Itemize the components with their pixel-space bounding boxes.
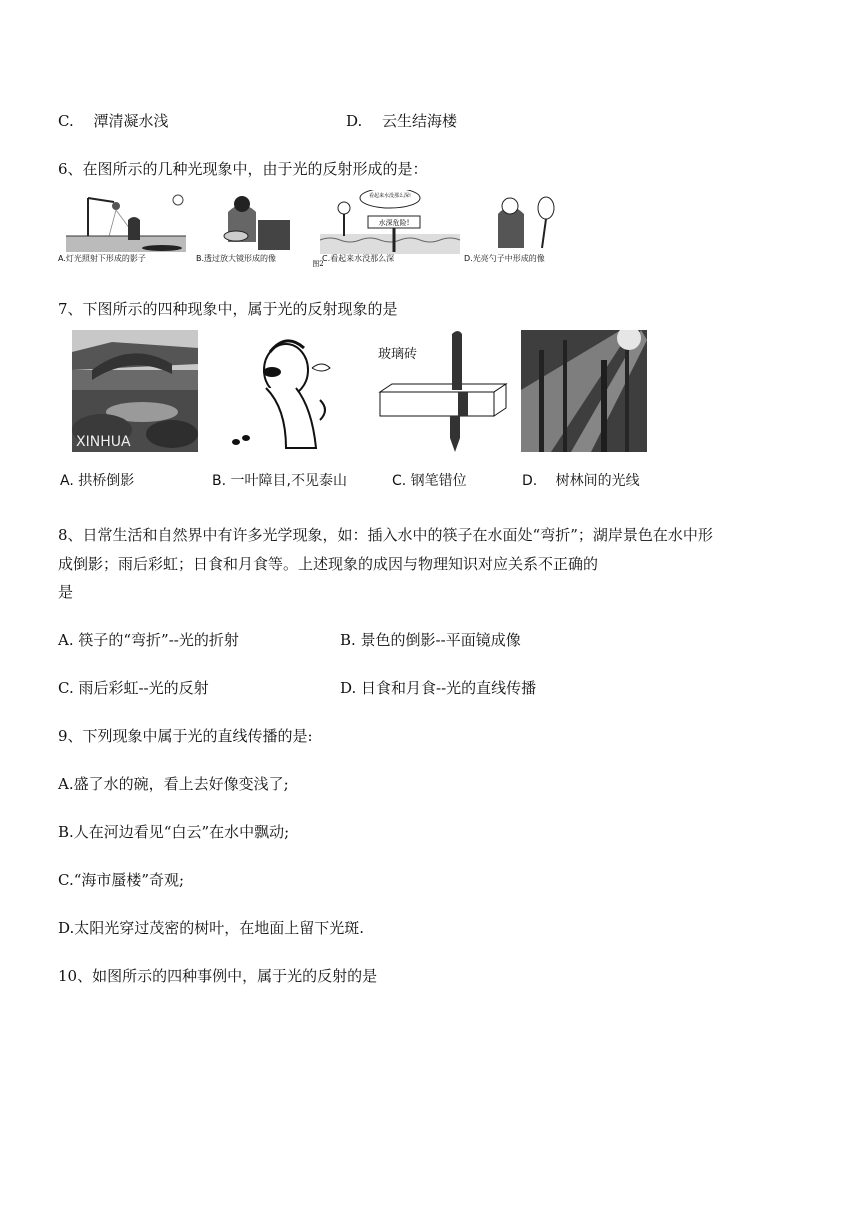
q7-caption-a: A. 拱桥倒影 [60, 473, 135, 489]
q6-fig-d-spoon [498, 197, 554, 248]
q10-question: 10、如图所示的四种事例中，属于光的反射的是 [58, 967, 378, 985]
q7-watermark: XINHUA [76, 434, 131, 450]
q6-caption-c: C.看起来水没那么深 [322, 254, 395, 263]
q8-question-line2: 成倒影；雨后彩虹；日食和月食等。上述现象的成因与物理知识对应关系不正确的 [58, 555, 599, 573]
q8-question-line1: 8、日常生活和自然界中有许多光学现象，如：插入水中的筷子在水面处“弯折”；湖岸景色在水中形 [58, 526, 713, 544]
q6-fig-b-magnifier [224, 196, 290, 250]
q9-question: 9、下列现象中属于光的直线传播的是: [58, 727, 313, 745]
q6-caption-a: A.灯光照射下形成的影子 [58, 254, 146, 263]
q6-fig-c-water-depth [320, 190, 460, 254]
q8-option-d: D. 日食和月食--光的直线传播 [340, 679, 537, 697]
q7-question: 7、下图所示的四种现象中，属于光的反射现象的是 [58, 300, 398, 318]
q7-glass-label: 玻璃砖 [378, 347, 418, 362]
q7-caption-c: C. 钢笔错位 [392, 473, 467, 489]
q9-option-c: C.“海市蜃楼”奇观; [58, 871, 185, 889]
q7-figures-b-c [200, 330, 518, 452]
q8-option-a: A. 筷子的“弯折”--光的折射 [58, 631, 239, 649]
q6-question: 6、在图所示的几种光现象中，由于光的反射形成的是： [58, 160, 428, 178]
q7-photo-a-arch-bridge [72, 330, 198, 452]
q9-option-b: B.人在河边看见“白云”在水中飘动; [58, 823, 290, 841]
q6-fig-a-lamp-shadow [66, 195, 186, 252]
q8-option-b: B. 景色的倒影--平面镜成像 [340, 631, 521, 649]
q6-caption-d: D.光亮勺子中形成的像 [464, 254, 545, 263]
q6-caption-b: B.透过放大镜形成的像 [196, 254, 277, 263]
q6-figure-label: 图2 [312, 260, 324, 268]
q9-option-a: A.盛了水的碗，看上去好像变浅了; [58, 775, 289, 793]
q6-bubble-text: 看起来水没那么深! [368, 193, 412, 199]
q7-photo-d-forest-light [521, 330, 647, 452]
q5-option-d: D. 云生结海楼 [346, 112, 458, 130]
q7-caption-b: B. 一叶障目,不见泰山 [212, 473, 347, 489]
q8-option-c: C. 雨后彩虹--光的反射 [58, 679, 209, 697]
q6-sign-text: 水深危险! [378, 219, 410, 227]
q7-caption-d: D. 树林间的光线 [522, 473, 640, 489]
q5-option-c: C. 潭清凝水浅 [58, 112, 169, 130]
q8-question-line3: 是 [58, 583, 74, 601]
q9-option-d: D.太阳光穿过茂密的树叶，在地面上留下光斑. [58, 919, 365, 937]
